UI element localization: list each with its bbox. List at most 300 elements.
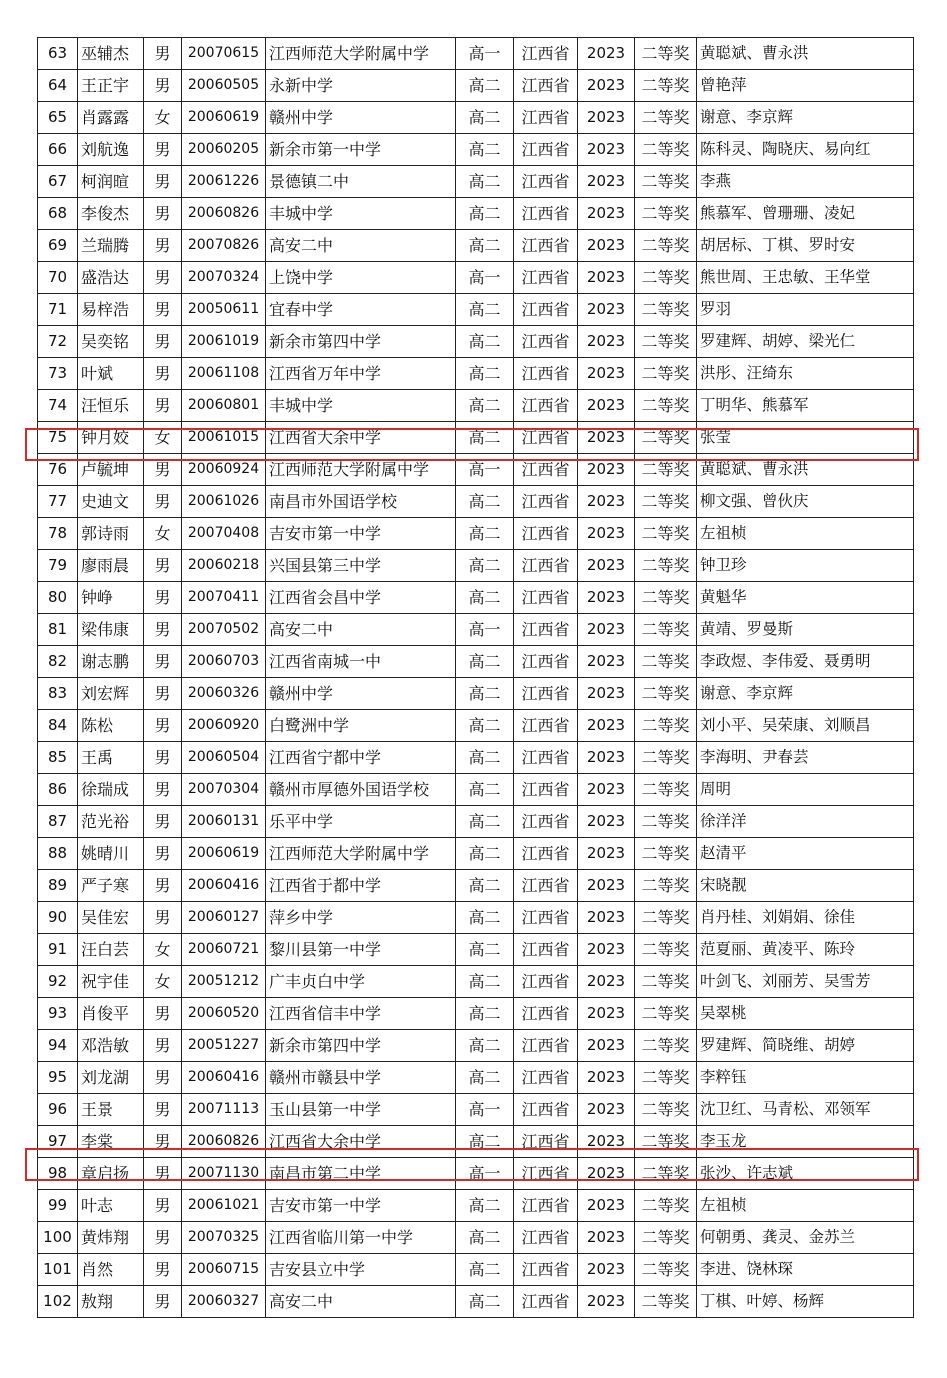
student-code-cell: 20060715 xyxy=(182,1254,266,1286)
coach-names-cell: 张莹 xyxy=(697,422,914,454)
table-row xyxy=(38,1222,914,1254)
table-row xyxy=(38,198,914,230)
student-name-cell: 谢志鹏 xyxy=(78,646,144,678)
student-code-cell: 20070325 xyxy=(182,1222,266,1254)
sex-cell: 男 xyxy=(144,38,182,70)
grade-cell: 高二 xyxy=(456,390,514,422)
table-row xyxy=(38,102,914,134)
year-cell: 2023 xyxy=(578,870,635,902)
row-number-cell: 88 xyxy=(38,838,78,870)
school-cell: 吉安市第一中学 xyxy=(266,518,456,550)
school-cell: 高安二中 xyxy=(266,230,456,262)
award-level-cell: 二等奖 xyxy=(635,1286,697,1318)
award-level-cell: 二等奖 xyxy=(635,1094,697,1126)
sex-cell: 男 xyxy=(144,390,182,422)
year-cell: 2023 xyxy=(578,582,635,614)
province-cell: 江西省 xyxy=(514,1190,578,1222)
row-number-cell: 65 xyxy=(38,102,78,134)
year-cell: 2023 xyxy=(578,1094,635,1126)
school-cell: 江西省信丰中学 xyxy=(266,998,456,1030)
table-row xyxy=(38,902,914,934)
grade-cell: 高二 xyxy=(456,966,514,998)
province-cell: 江西省 xyxy=(514,166,578,198)
table-row xyxy=(38,774,914,806)
award-level-cell: 二等奖 xyxy=(635,198,697,230)
student-name-cell: 柯润暄 xyxy=(78,166,144,198)
grade-cell: 高二 xyxy=(456,646,514,678)
row-number-cell: 82 xyxy=(38,646,78,678)
grade-cell: 高二 xyxy=(456,1254,514,1286)
year-cell: 2023 xyxy=(578,742,635,774)
grade-cell: 高二 xyxy=(456,1222,514,1254)
province-cell: 江西省 xyxy=(514,518,578,550)
student-code-cell: 20070304 xyxy=(182,774,266,806)
province-cell: 江西省 xyxy=(514,934,578,966)
sex-cell: 男 xyxy=(144,1158,182,1190)
row-number-cell: 102 xyxy=(38,1286,78,1318)
school-cell: 赣州市厚德外国语学校 xyxy=(266,774,456,806)
grade-cell: 高二 xyxy=(456,1062,514,1094)
province-cell: 江西省 xyxy=(514,582,578,614)
school-cell: 江西师范大学附属中学 xyxy=(266,38,456,70)
grade-cell: 高二 xyxy=(456,582,514,614)
row-number-cell: 100 xyxy=(38,1222,78,1254)
row-number-cell: 72 xyxy=(38,326,78,358)
province-cell: 江西省 xyxy=(514,966,578,998)
year-cell: 2023 xyxy=(578,326,635,358)
coach-names-cell: 赵清平 xyxy=(697,838,914,870)
province-cell: 江西省 xyxy=(514,1062,578,1094)
province-cell: 江西省 xyxy=(514,294,578,326)
coach-names-cell: 谢意、李京辉 xyxy=(697,102,914,134)
coach-names-cell: 何朝勇、龚灵、金苏兰 xyxy=(697,1222,914,1254)
sex-cell: 男 xyxy=(144,582,182,614)
award-level-cell: 二等奖 xyxy=(635,966,697,998)
sex-cell: 男 xyxy=(144,198,182,230)
student-name-cell: 王景 xyxy=(78,1094,144,1126)
row-number-cell: 64 xyxy=(38,70,78,102)
table-row xyxy=(38,1254,914,1286)
student-code-cell: 20050611 xyxy=(182,294,266,326)
award-level-cell: 二等奖 xyxy=(635,262,697,294)
school-cell: 江西省会昌中学 xyxy=(266,582,456,614)
year-cell: 2023 xyxy=(578,934,635,966)
student-name-cell: 王正宇 xyxy=(78,70,144,102)
school-cell: 乐平中学 xyxy=(266,806,456,838)
year-cell: 2023 xyxy=(578,102,635,134)
student-name-cell: 陈松 xyxy=(78,710,144,742)
award-level-cell: 二等奖 xyxy=(635,454,697,486)
award-level-cell: 二等奖 xyxy=(635,774,697,806)
coach-names-cell: 左祖桢 xyxy=(697,518,914,550)
year-cell: 2023 xyxy=(578,454,635,486)
grade-cell: 高一 xyxy=(456,1158,514,1190)
table-row xyxy=(38,326,914,358)
grade-cell: 高二 xyxy=(456,70,514,102)
student-code-cell: 20051227 xyxy=(182,1030,266,1062)
row-number-cell: 71 xyxy=(38,294,78,326)
table-row xyxy=(38,614,914,646)
sex-cell: 女 xyxy=(144,102,182,134)
grade-cell: 高二 xyxy=(456,422,514,454)
coach-names-cell: 叶剑飞、刘丽芳、吴雪芳 xyxy=(697,966,914,998)
coach-names-cell: 钟卫珍 xyxy=(697,550,914,582)
student-code-cell: 20061021 xyxy=(182,1190,266,1222)
school-cell: 新余市第一中学 xyxy=(266,134,456,166)
award-level-cell: 二等奖 xyxy=(635,102,697,134)
year-cell: 2023 xyxy=(578,230,635,262)
grade-cell: 高二 xyxy=(456,134,514,166)
coach-names-cell: 李政煜、李伟爱、聂勇明 xyxy=(697,646,914,678)
grade-cell: 高二 xyxy=(456,1286,514,1318)
grade-cell: 高一 xyxy=(456,262,514,294)
coach-names-cell: 陈科灵、陶晓庆、易向红 xyxy=(697,134,914,166)
student-code-cell: 20060416 xyxy=(182,1062,266,1094)
year-cell: 2023 xyxy=(578,422,635,454)
school-cell: 白鹭洲中学 xyxy=(266,710,456,742)
sex-cell: 男 xyxy=(144,710,182,742)
grade-cell: 高二 xyxy=(456,678,514,710)
table-row xyxy=(38,70,914,102)
sex-cell: 男 xyxy=(144,1030,182,1062)
year-cell: 2023 xyxy=(578,38,635,70)
school-cell: 吉安县立中学 xyxy=(266,1254,456,1286)
sex-cell: 女 xyxy=(144,966,182,998)
table-row xyxy=(38,1158,914,1190)
row-number-cell: 91 xyxy=(38,934,78,966)
student-name-cell: 兰瑞腾 xyxy=(78,230,144,262)
student-code-cell: 20060826 xyxy=(182,198,266,230)
student-name-cell: 邓浩敏 xyxy=(78,1030,144,1062)
coach-names-cell: 周明 xyxy=(697,774,914,806)
table-row xyxy=(38,934,914,966)
student-code-cell: 20070411 xyxy=(182,582,266,614)
table-row xyxy=(38,422,914,454)
award-level-cell: 二等奖 xyxy=(635,1254,697,1286)
year-cell: 2023 xyxy=(578,358,635,390)
student-name-cell: 钟峥 xyxy=(78,582,144,614)
grade-cell: 高二 xyxy=(456,710,514,742)
row-number-cell: 93 xyxy=(38,998,78,1030)
school-cell: 江西省大余中学 xyxy=(266,1126,456,1158)
row-number-cell: 68 xyxy=(38,198,78,230)
grade-cell: 高一 xyxy=(456,1094,514,1126)
year-cell: 2023 xyxy=(578,710,635,742)
school-cell: 江西省南城一中 xyxy=(266,646,456,678)
student-name-cell: 黄炜翔 xyxy=(78,1222,144,1254)
student-name-cell: 叶斌 xyxy=(78,358,144,390)
province-cell: 江西省 xyxy=(514,230,578,262)
sex-cell: 男 xyxy=(144,166,182,198)
row-number-cell: 76 xyxy=(38,454,78,486)
award-level-cell: 二等奖 xyxy=(635,710,697,742)
year-cell: 2023 xyxy=(578,1158,635,1190)
row-number-cell: 75 xyxy=(38,422,78,454)
student-code-cell: 20060416 xyxy=(182,870,266,902)
coach-names-cell: 李粹钰 xyxy=(697,1062,914,1094)
student-code-cell: 20060327 xyxy=(182,1286,266,1318)
sex-cell: 男 xyxy=(144,1062,182,1094)
award-level-cell: 二等奖 xyxy=(635,390,697,422)
year-cell: 2023 xyxy=(578,806,635,838)
year-cell: 2023 xyxy=(578,1190,635,1222)
row-number-cell: 74 xyxy=(38,390,78,422)
coach-names-cell: 吴翠桃 xyxy=(697,998,914,1030)
award-level-cell: 二等奖 xyxy=(635,646,697,678)
student-name-cell: 李棠 xyxy=(78,1126,144,1158)
sex-cell: 男 xyxy=(144,1254,182,1286)
school-cell: 萍乡中学 xyxy=(266,902,456,934)
table-row xyxy=(38,134,914,166)
grade-cell: 高二 xyxy=(456,774,514,806)
coach-names-cell: 黄魁华 xyxy=(697,582,914,614)
table-row xyxy=(38,38,914,70)
coach-names-cell: 李进、饶林琛 xyxy=(697,1254,914,1286)
sex-cell: 女 xyxy=(144,518,182,550)
grade-cell: 高二 xyxy=(456,998,514,1030)
school-cell: 玉山县第一中学 xyxy=(266,1094,456,1126)
award-level-cell: 二等奖 xyxy=(635,1126,697,1158)
student-code-cell: 20060826 xyxy=(182,1126,266,1158)
grade-cell: 高二 xyxy=(456,198,514,230)
province-cell: 江西省 xyxy=(514,1030,578,1062)
row-number-cell: 92 xyxy=(38,966,78,998)
row-number-cell: 77 xyxy=(38,486,78,518)
province-cell: 江西省 xyxy=(514,1286,578,1318)
sex-cell: 男 xyxy=(144,454,182,486)
school-cell: 江西省大余中学 xyxy=(266,422,456,454)
student-name-cell: 汪白芸 xyxy=(78,934,144,966)
table-row xyxy=(38,966,914,998)
province-cell: 江西省 xyxy=(514,902,578,934)
grade-cell: 高二 xyxy=(456,934,514,966)
school-cell: 吉安市第一中学 xyxy=(266,1190,456,1222)
coach-names-cell: 罗建辉、胡婷、梁光仁 xyxy=(697,326,914,358)
student-name-cell: 章启扬 xyxy=(78,1158,144,1190)
award-level-cell: 二等奖 xyxy=(635,998,697,1030)
student-code-cell: 20060504 xyxy=(182,742,266,774)
coach-names-cell: 刘小平、吴荣康、刘顺昌 xyxy=(697,710,914,742)
province-cell: 江西省 xyxy=(514,1126,578,1158)
year-cell: 2023 xyxy=(578,966,635,998)
sex-cell: 男 xyxy=(144,326,182,358)
grade-cell: 高二 xyxy=(456,902,514,934)
school-cell: 宜春中学 xyxy=(266,294,456,326)
province-cell: 江西省 xyxy=(514,422,578,454)
table-row xyxy=(38,1126,914,1158)
award-level-cell: 二等奖 xyxy=(635,294,697,326)
student-name-cell: 廖雨晨 xyxy=(78,550,144,582)
school-cell: 永新中学 xyxy=(266,70,456,102)
row-number-cell: 81 xyxy=(38,614,78,646)
coach-names-cell: 宋晓靓 xyxy=(697,870,914,902)
student-code-cell: 20060218 xyxy=(182,550,266,582)
student-code-cell: 20060505 xyxy=(182,70,266,102)
province-cell: 江西省 xyxy=(514,742,578,774)
award-level-cell: 二等奖 xyxy=(635,422,697,454)
coach-names-cell: 肖丹桂、刘娟娟、徐佳 xyxy=(697,902,914,934)
grade-cell: 高二 xyxy=(456,550,514,582)
award-level-cell: 二等奖 xyxy=(635,582,697,614)
province-cell: 江西省 xyxy=(514,134,578,166)
student-name-cell: 王禹 xyxy=(78,742,144,774)
table-row xyxy=(38,262,914,294)
sex-cell: 男 xyxy=(144,646,182,678)
student-name-cell: 汪恒乐 xyxy=(78,390,144,422)
table-row xyxy=(38,870,914,902)
table-row xyxy=(38,358,914,390)
coach-names-cell: 熊世周、王忠敏、王华堂 xyxy=(697,262,914,294)
year-cell: 2023 xyxy=(578,1126,635,1158)
student-name-cell: 钟月姣 xyxy=(78,422,144,454)
row-number-cell: 96 xyxy=(38,1094,78,1126)
student-name-cell: 徐瑞成 xyxy=(78,774,144,806)
province-cell: 江西省 xyxy=(514,774,578,806)
student-name-cell: 郭诗雨 xyxy=(78,518,144,550)
sex-cell: 男 xyxy=(144,774,182,806)
grade-cell: 高二 xyxy=(456,742,514,774)
province-cell: 江西省 xyxy=(514,614,578,646)
student-name-cell: 盛浩达 xyxy=(78,262,144,294)
row-number-cell: 95 xyxy=(38,1062,78,1094)
sex-cell: 男 xyxy=(144,838,182,870)
student-name-cell: 梁伟康 xyxy=(78,614,144,646)
table-row xyxy=(38,294,914,326)
award-level-cell: 二等奖 xyxy=(635,838,697,870)
school-cell: 新余市第四中学 xyxy=(266,1030,456,1062)
year-cell: 2023 xyxy=(578,166,635,198)
coach-names-cell: 黄聪斌、曹永洪 xyxy=(697,454,914,486)
table-row xyxy=(38,166,914,198)
award-level-cell: 二等奖 xyxy=(635,1030,697,1062)
award-level-cell: 二等奖 xyxy=(635,486,697,518)
school-cell: 景德镇二中 xyxy=(266,166,456,198)
province-cell: 江西省 xyxy=(514,102,578,134)
student-code-cell: 20070502 xyxy=(182,614,266,646)
sex-cell: 男 xyxy=(144,1190,182,1222)
table-row xyxy=(38,1094,914,1126)
student-name-cell: 严子寒 xyxy=(78,870,144,902)
student-code-cell: 20070615 xyxy=(182,38,266,70)
year-cell: 2023 xyxy=(578,614,635,646)
year-cell: 2023 xyxy=(578,70,635,102)
row-number-cell: 101 xyxy=(38,1254,78,1286)
student-code-cell: 20060619 xyxy=(182,102,266,134)
coach-names-cell: 李燕 xyxy=(697,166,914,198)
student-code-cell: 20061226 xyxy=(182,166,266,198)
school-cell: 南昌市第二中学 xyxy=(266,1158,456,1190)
award-level-cell: 二等奖 xyxy=(635,934,697,966)
grade-cell: 高二 xyxy=(456,806,514,838)
coach-names-cell: 范夏丽、黄凌平、陈玲 xyxy=(697,934,914,966)
coach-names-cell: 谢意、李京辉 xyxy=(697,678,914,710)
grade-cell: 高二 xyxy=(456,166,514,198)
award-level-cell: 二等奖 xyxy=(635,38,697,70)
table-row xyxy=(38,550,914,582)
province-cell: 江西省 xyxy=(514,1158,578,1190)
coach-names-cell: 罗建辉、简晓维、胡婷 xyxy=(697,1030,914,1062)
province-cell: 江西省 xyxy=(514,1094,578,1126)
sex-cell: 男 xyxy=(144,614,182,646)
award-level-cell: 二等奖 xyxy=(635,550,697,582)
grade-cell: 高二 xyxy=(456,486,514,518)
award-level-cell: 二等奖 xyxy=(635,134,697,166)
student-code-cell: 20071113 xyxy=(182,1094,266,1126)
table-row xyxy=(38,1286,914,1318)
row-number-cell: 73 xyxy=(38,358,78,390)
coach-names-cell: 李玉龙 xyxy=(697,1126,914,1158)
award-level-cell: 二等奖 xyxy=(635,326,697,358)
province-cell: 江西省 xyxy=(514,454,578,486)
table-row xyxy=(38,390,914,422)
sex-cell: 女 xyxy=(144,934,182,966)
province-cell: 江西省 xyxy=(514,262,578,294)
province-cell: 江西省 xyxy=(514,70,578,102)
award-level-cell: 二等奖 xyxy=(635,230,697,262)
award-level-cell: 二等奖 xyxy=(635,70,697,102)
table-row xyxy=(38,454,914,486)
table-row xyxy=(38,646,914,678)
student-code-cell: 20070324 xyxy=(182,262,266,294)
student-name-cell: 巫辅杰 xyxy=(78,38,144,70)
province-cell: 江西省 xyxy=(514,646,578,678)
school-cell: 江西师范大学附属中学 xyxy=(266,454,456,486)
student-code-cell: 20061108 xyxy=(182,358,266,390)
year-cell: 2023 xyxy=(578,1062,635,1094)
row-number-cell: 85 xyxy=(38,742,78,774)
year-cell: 2023 xyxy=(578,550,635,582)
sex-cell: 男 xyxy=(144,358,182,390)
grade-cell: 高一 xyxy=(456,614,514,646)
year-cell: 2023 xyxy=(578,1222,635,1254)
sex-cell: 男 xyxy=(144,134,182,166)
award-level-cell: 二等奖 xyxy=(635,518,697,550)
province-cell: 江西省 xyxy=(514,838,578,870)
table-row xyxy=(38,838,914,870)
row-number-cell: 79 xyxy=(38,550,78,582)
sex-cell: 男 xyxy=(144,742,182,774)
student-name-cell: 敖翔 xyxy=(78,1286,144,1318)
sex-cell: 男 xyxy=(144,1222,182,1254)
table-row xyxy=(38,518,914,550)
sex-cell: 男 xyxy=(144,902,182,934)
table-row xyxy=(38,230,914,262)
grade-cell: 高一 xyxy=(456,454,514,486)
coach-names-cell: 张沙、许志斌 xyxy=(697,1158,914,1190)
year-cell: 2023 xyxy=(578,998,635,1030)
coach-names-cell: 丁明华、熊慕军 xyxy=(697,390,914,422)
grade-cell: 高一 xyxy=(456,38,514,70)
province-cell: 江西省 xyxy=(514,1222,578,1254)
year-cell: 2023 xyxy=(578,774,635,806)
student-code-cell: 20060205 xyxy=(182,134,266,166)
school-cell: 黎川县第一中学 xyxy=(266,934,456,966)
award-level-cell: 二等奖 xyxy=(635,902,697,934)
student-code-cell: 20061015 xyxy=(182,422,266,454)
coach-names-cell: 罗羽 xyxy=(697,294,914,326)
school-cell: 新余市第四中学 xyxy=(266,326,456,358)
school-cell: 广丰贞白中学 xyxy=(266,966,456,998)
sex-cell: 男 xyxy=(144,1094,182,1126)
student-code-cell: 20061026 xyxy=(182,486,266,518)
student-code-cell: 20060520 xyxy=(182,998,266,1030)
award-table-body xyxy=(38,38,914,1318)
year-cell: 2023 xyxy=(578,678,635,710)
grade-cell: 高二 xyxy=(456,294,514,326)
school-cell: 江西省宁都中学 xyxy=(266,742,456,774)
year-cell: 2023 xyxy=(578,390,635,422)
student-name-cell: 易梓浩 xyxy=(78,294,144,326)
